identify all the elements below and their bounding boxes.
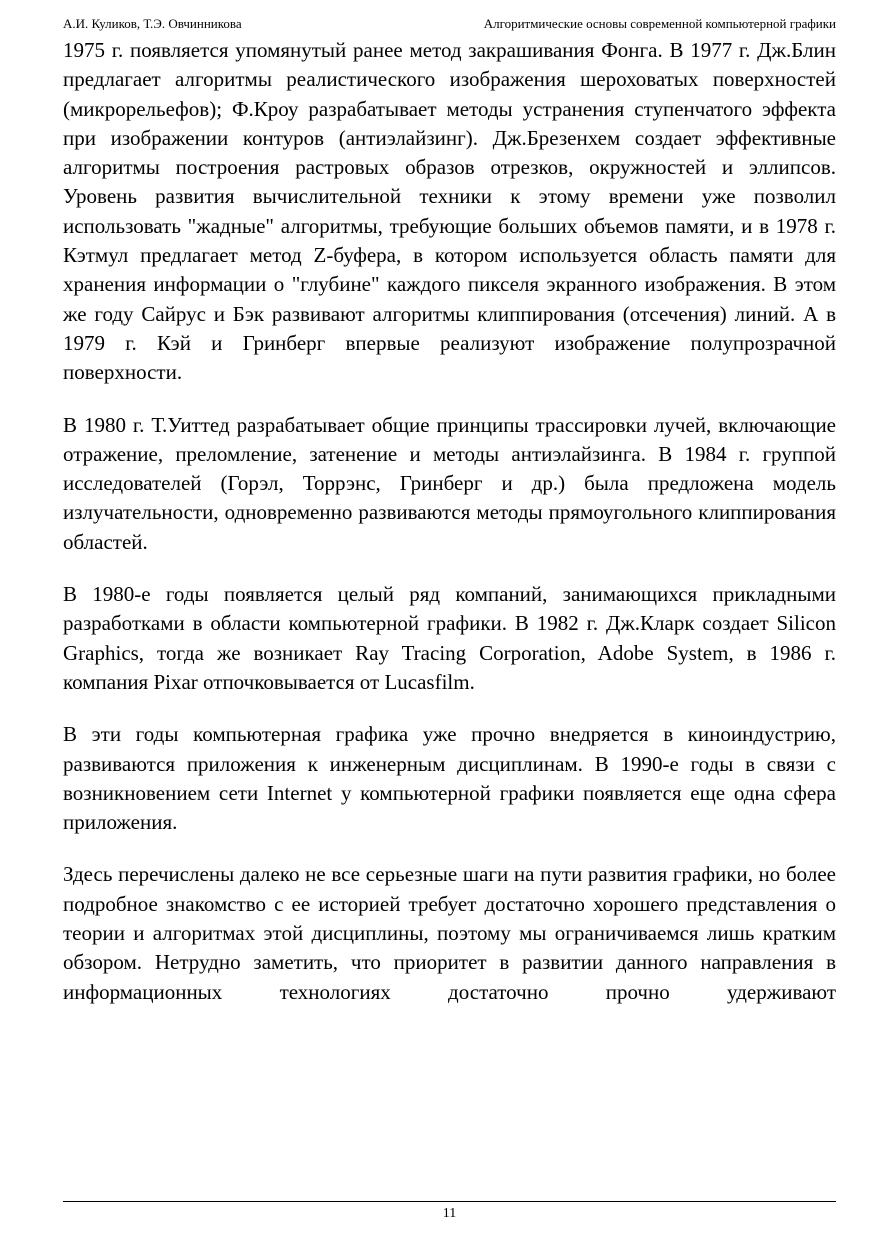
footer-divider bbox=[63, 1201, 836, 1202]
running-header bbox=[63, 14, 836, 34]
paragraph-3: В 1980-е годы появляется целый ряд компаний, занимающихся прикладными разработками в области компьютерной графики. В 1982 г. Дж.Кларк создает Silicon Graphics, тогда же возникает Ray Tracing Corporation, Adobe System, в 1986 г. компания Pixar отпочковывается от Lucasfilm. bbox=[63, 582, 836, 694]
paragraph-2: В 1980 г. Т.Уиттед разрабатывает общие принципы трассировки лучей, включающие отражение, преломление, затенение и методы антиэлайзинга. В 1984 г. группой исследователей (Горэл, Торрэнс, Гринберг и др.) была предложена модель излучательности, одновременно развиваются методы прямоугольного клиппирования областей. bbox=[63, 412, 836, 554]
header-book-title: Алгоритмические основы современной компьютерной графики bbox=[483, 16, 836, 31]
paragraph-1: 1975 г. появляется упомянутый ранее метод закрашивания Фонга. В 1977 г. Дж.Блин предлагает алгоритмы реалистического изображения шероховатых поверхностей (микрорельефов); Ф.Кроу разрабатывает методы устранения ступенчатого эффекта при изображении контуров (антиэлайзинг). Дж.Брезенхем создает эффективные алгоритмы построения растровых образов отрезков, окружностей и эллипсов. Уровень развития вычислительной техники к этому времени уже позволил использовать "жадные" алгоритмы, требующие больших объемов памяти, и в 1978 г. Кэтмул предлагает метод Z-буфера, в котором используется область памяти для хранения информации о "глубине" каждого пикселя экранного изображения. В этом же году Сайрус и Бэк развивают алгоритмы клиппирования (отсечения) линий. А в 1979 г. Кэй и Гринберг впервые реализуют изображение полупрозрачной поверхности. bbox=[63, 38, 836, 385]
body-text bbox=[63, 36, 836, 1007]
paragraph-4: В эти годы компьютерная графика уже прочно внедряется в киноиндустрию, развиваются приложения к инженерным дисциплинам. В 1990-е годы в связи с возникновением сети Internet у компьютерной графики появляется еще одна сфера приложения. bbox=[63, 722, 836, 835]
page-number: 11 bbox=[442, 1206, 457, 1221]
header-authors: А.И. Куликов, Т.Э. Овчинникова bbox=[63, 16, 242, 31]
paragraph-5: Здесь перечислены далеко не все серьезные шаги на пути развития графики, но более подробное знакомство с ее историей требует достаточно хорошего представления о теории и алгоритмах этой дисциплины, поэтому мы ограничиваемся лишь кратким обзором. Нетрудно заметить, что приоритет в развитии данного направления в информационных технологиях достаточно прочно удерживают bbox=[63, 862, 836, 1004]
